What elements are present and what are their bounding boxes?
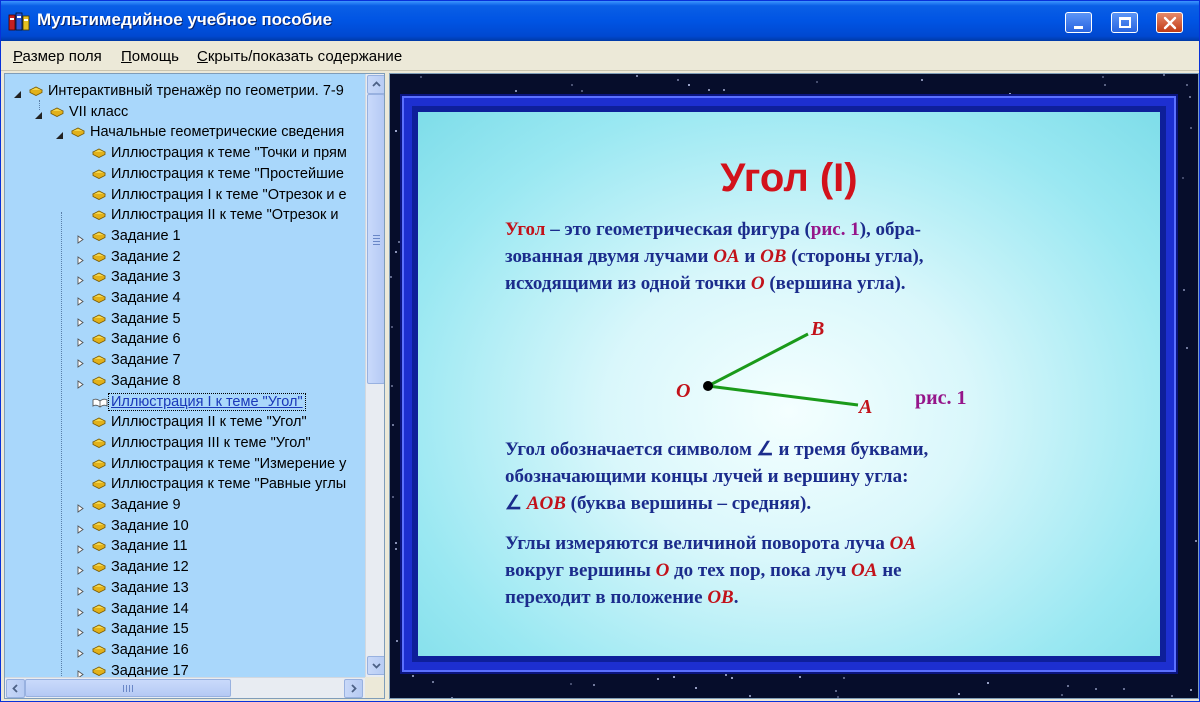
star-dot [420,76,422,78]
tree-collapsed-icon[interactable] [76,273,85,282]
slide-text-run: Углы измеряются величиной поворота луча [505,533,890,554]
grip-line [373,238,380,239]
ray-ob [708,334,808,386]
scrollbar-corner [365,677,385,698]
menu-label: омощь [131,48,179,65]
star-dot [432,681,434,683]
slide-text-run: OA [713,246,740,267]
page-icon [92,520,106,533]
scroll-up-button[interactable] [367,75,385,94]
star-dot [921,79,923,81]
page-icon [92,644,106,657]
star-dot [1061,694,1063,696]
point-a-label: A [859,396,873,418]
slide-text-run: до тех пор, пока луч [669,560,852,581]
tree-item-label: Задание 9 [111,497,181,513]
tree-item-label: Иллюстрация III к теме "Угол" [111,435,311,451]
star-dot [1195,540,1197,542]
maximize-button[interactable] [1111,12,1138,33]
star-dot [1031,94,1033,96]
tree-item-label: Задание 2 [111,249,181,265]
page-icon [92,333,106,346]
star-dot [708,89,710,91]
tree-expanded-icon[interactable] [55,128,64,137]
star-dot [391,326,393,328]
page-icon [92,230,106,243]
slide-text-run: (буква вершины – средняя). [565,493,812,514]
menu-label: крыть/показать содержание [207,48,403,65]
page-icon [92,189,106,202]
tree-collapsed-icon[interactable] [76,542,85,551]
slide-text-run: Угол [505,219,546,240]
slide-view-pane [389,73,1199,699]
tree-item-label: Иллюстрация II к теме "Отрезок и [111,207,339,223]
slide-text-run: переходит в положение [505,587,708,608]
tree-item-label: Начальные геометрические сведения [90,124,345,140]
star-dot [593,684,595,686]
tree-item-label: Задание 15 [111,621,189,637]
definition-paragraph [505,216,1065,297]
window-title: Мультимедийное учебное пособие [37,10,333,29]
slide-text-run: исходящими из одной точки [505,273,751,294]
star-dot [1183,289,1185,291]
slide-text-run: . [733,587,739,608]
tree-vertical-scrollbar[interactable] [365,74,385,677]
point-b-label: B [811,318,825,340]
tree-expanded-icon[interactable] [13,87,22,96]
tree-horizontal-scrollbar[interactable] [5,677,365,698]
tree-item-label: Задание 16 [111,642,189,658]
star-dot [396,640,398,642]
arrow-up-icon [368,76,385,93]
star-dot [688,84,690,86]
star-dot [395,130,397,132]
star-dot [749,95,751,97]
star-dot [400,217,402,219]
star-dot [1163,74,1165,76]
page-icon [92,147,106,160]
tree-collapsed-icon[interactable] [76,315,85,324]
ray-oa [708,386,858,405]
star-dot [1123,688,1125,690]
star-dot [392,496,394,498]
slide-text-run: не [877,560,902,581]
star-dot [1190,689,1192,691]
star-dot [636,75,638,77]
tree-collapsed-icon[interactable] [76,667,85,676]
tree-collapsed-icon[interactable] [76,563,85,572]
grip-line [132,685,133,692]
tree-item-label: Иллюстрация II к теме "Угол" [111,414,307,430]
page-icon [92,458,106,471]
star-dot [1186,84,1188,86]
slide-text-run: O [655,560,670,581]
scroll-down-button[interactable] [367,656,385,675]
star-dot [657,678,659,680]
grip-line [373,241,380,242]
contents-tree [5,74,365,677]
star-dot [677,79,679,81]
slide-text-run: вокруг вершины [505,560,656,581]
tree-item-label: Иллюстрация к теме "Простейшие [111,166,344,182]
measurement-paragraph [505,530,1065,611]
star-dot [987,682,989,684]
star-dot [958,693,960,695]
page-icon [92,540,106,553]
star-dot [392,424,394,426]
menu-toggle-contents[interactable] [197,48,402,65]
slide-text-run: зованная двумя лучами [505,246,714,267]
star-dot [581,90,583,92]
star-dot [395,542,397,544]
page-icon [92,623,106,636]
page-icon [92,168,106,181]
grip-line [129,685,130,692]
star-dot [695,687,697,689]
page-icon [92,271,106,284]
tree-collapsed-icon[interactable] [76,356,85,365]
page-icon [92,603,106,616]
star-dot [843,677,845,679]
tree-item-label: VII класс [69,104,129,120]
maximize-icon [1119,17,1131,28]
star-dot [515,90,517,92]
page-icon [92,665,106,677]
star-dot [1067,685,1069,687]
slide-text-run: (стороны угла), [786,246,924,267]
star-dot [570,683,572,685]
page-icon [92,416,106,429]
star-dot [390,276,392,278]
page-icon [92,499,106,512]
star-dot [395,548,397,550]
slide-text-run: OB [760,246,787,267]
star-dot [835,690,837,692]
tree-item-label: Задание 6 [111,331,181,347]
tree-item-label: Задание 7 [111,352,181,368]
tree-collapsed-icon[interactable] [76,605,85,614]
slide [418,112,1160,656]
tree-collapsed-icon[interactable] [76,294,85,303]
page-icon [92,437,106,450]
tree-item-label: Иллюстрация к теме "Точки и прям [111,145,347,161]
tree-collapsed-icon[interactable] [76,501,85,510]
tree-collapsed-icon[interactable] [76,625,85,634]
menu-accel-letter: П [121,48,132,65]
star-dot [1171,695,1173,697]
tree-item-label: Задание 1 [111,228,181,244]
scroll-right-button[interactable] [344,679,363,698]
star-dot [723,89,725,91]
notation-paragraph [505,436,1065,517]
tree-item-label: Задание 13 [111,580,189,596]
slide-text-run: Угол обозначается символом [505,439,757,460]
scroll-left-button[interactable] [6,679,25,698]
grip-line [123,685,124,692]
app-books-icon [8,10,30,32]
slide-text-run: и тремя буквами, [773,439,929,460]
tree-item-label: Задание 5 [111,311,181,327]
page-icon [92,313,106,326]
tree-collapsed-icon[interactable] [76,335,85,344]
arrow-down-icon [368,657,385,674]
close-button[interactable] [1156,12,1183,33]
book-icon [50,106,64,119]
vertex-point [703,381,713,391]
slide-text-run: O [750,273,765,294]
star-dot [837,696,839,698]
page-icon [92,561,106,574]
star-dot [398,241,400,243]
star-dot [395,251,397,253]
star-dot [749,695,751,697]
slide-text-run: OB [707,587,734,608]
star-dot [673,676,675,678]
slide-text-run: OA [889,533,916,554]
book-icon [29,85,43,98]
tree-collapsed-icon[interactable] [76,646,85,655]
slide-text-run: ∠ [505,493,527,514]
arrow-left-icon [7,680,24,697]
star-dot [1104,84,1106,86]
slide-text-run: ), обра- [859,219,921,240]
star-dot [1189,96,1191,98]
slide-text-run: ∠ [756,439,774,460]
tree-item-label: Задание 3 [111,269,181,285]
menu-label: азмер поля [22,48,102,65]
tree-item-label: Задание 11 [111,538,188,554]
h-scroll-thumb[interactable] [25,679,231,697]
tree-item-label: Иллюстрация к теме "Измерение у [111,456,347,472]
figure-caption: рис. 1 [915,387,967,409]
menu-accel-letter: Р [13,48,23,65]
grip-line [126,685,127,692]
book-icon [71,126,85,139]
star-dot [412,675,414,677]
grip-line [373,235,380,236]
slide-text-run: – это геометрическая фигура ( [545,219,811,240]
page-icon [92,375,106,388]
star-dot [430,95,432,97]
star-dot [571,84,573,86]
star-dot [1182,177,1184,179]
menu-field-size[interactable] [13,48,102,65]
title-bar[interactable] [1,1,1199,41]
minimize-button[interactable] [1065,12,1092,33]
menu-help[interactable] [121,48,179,65]
page-icon [92,209,106,222]
star-dot [1095,688,1097,690]
slide-text-run: рис. 1 [810,219,860,240]
tree-guide-line [61,212,62,677]
tree-collapsed-icon[interactable] [76,377,85,386]
slide-text-run: обозначающими концы лучей и вершину угла: [505,466,909,487]
tree-item-label: Задание 12 [111,559,189,575]
close-icon [1163,16,1177,30]
grip-line [373,244,380,245]
tree-item-label: Задание 4 [111,290,181,306]
star-dot [799,676,801,678]
minimize-icon [1074,26,1083,29]
tree-item-label: Задание 17 [111,663,189,677]
tree-expanded-icon[interactable] [34,108,43,117]
tree-item-label: Иллюстрация к теме "Равные углы [111,476,347,492]
arrow-right-icon [345,680,362,697]
tree-collapsed-icon[interactable] [76,522,85,531]
star-dot [725,674,727,676]
tree-item-label: Интерактивный тренажёр по геометрии. 7-9 [48,83,344,99]
slide-text-run: (вершина угла). [764,273,906,294]
tree-collapsed-icon[interactable] [76,253,85,262]
page-icon [92,354,106,367]
star-dot [1190,127,1192,129]
slide-text-run: и [739,246,761,267]
slide-title: Угол (I) [720,156,858,200]
star-dot [1102,76,1104,78]
page-icon [92,478,106,491]
page-icon [92,582,106,595]
star-dot [816,81,818,83]
tree-item-label: Задание 14 [111,601,189,617]
vertex-label: O [676,380,691,402]
tree-item-label-selected: Иллюстрация I к теме "Угол" [108,393,306,411]
slide-text-run: OA [851,560,878,581]
star-dot [731,677,733,679]
page-icon [92,251,106,264]
star-dot [1186,347,1188,349]
star-dot [451,697,453,699]
tree-item-label: Задание 8 [111,373,181,389]
star-dot [391,385,393,387]
menu-accel-letter: С [197,48,208,65]
tree-item-label: Иллюстрация I к теме "Отрезок и е [111,187,347,203]
tree-item-label: Задание 10 [111,518,189,534]
star-dot [1009,93,1011,95]
scroll-thumb[interactable] [367,94,385,384]
slide-text-run: AOB [526,493,566,514]
page-icon [92,292,106,305]
contents-tree-pane [4,73,385,699]
menu-bar [1,41,1199,71]
open-book-icon [92,396,106,409]
tree-collapsed-icon[interactable] [76,584,85,593]
slide-frame [404,98,1174,670]
tree-collapsed-icon[interactable] [76,232,85,241]
